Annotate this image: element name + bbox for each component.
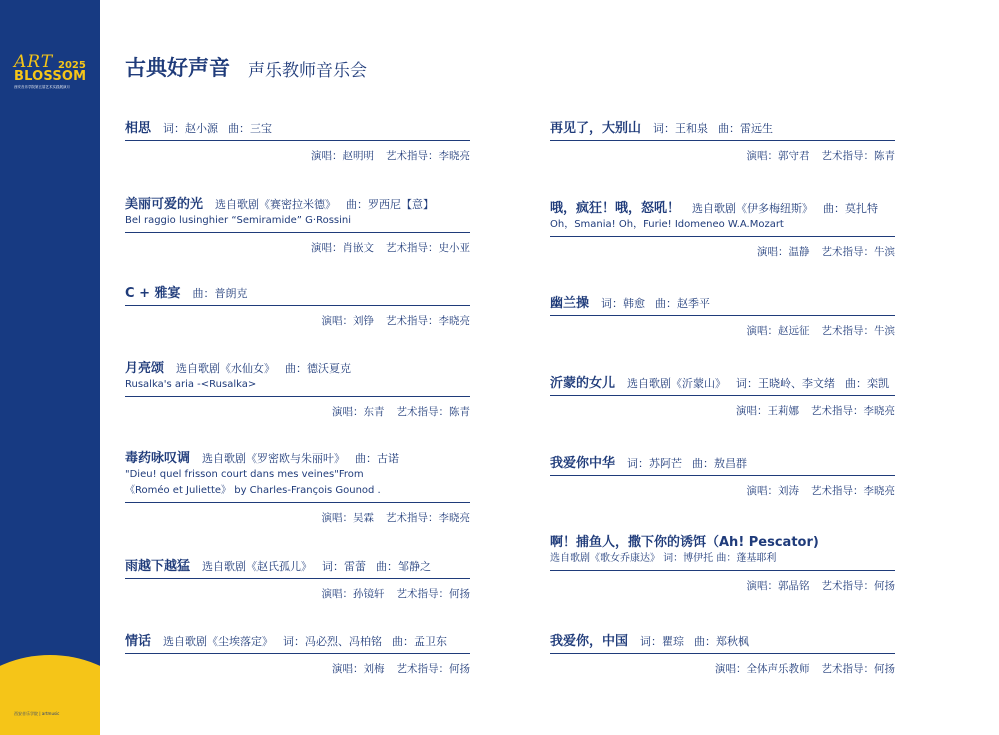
accompanist: 艺术指导：陈青	[821, 150, 895, 162]
divider	[550, 653, 895, 654]
program-credit: 词：瞿琮	[640, 635, 685, 648]
performer-line	[550, 483, 895, 498]
program-detail: Oh，Smania! Oh，Furie! Idomeneo W.A.Mozart	[550, 219, 784, 230]
program-credit: 词：王和泉	[653, 122, 709, 135]
program-item	[550, 634, 895, 676]
program-heading	[125, 121, 470, 136]
performer: 演唱：东青	[332, 406, 385, 418]
program-credit: 曲：德沃夏克	[285, 362, 352, 375]
performer: 演唱：温静	[757, 246, 810, 258]
program-heading	[125, 559, 470, 574]
divider	[125, 396, 470, 397]
performer-line	[125, 661, 470, 676]
performer-line	[125, 510, 470, 525]
page-title: 古典好声音	[125, 56, 230, 80]
divider	[550, 140, 895, 141]
program-item	[550, 376, 895, 418]
program-credit: 曲：郑秋枫	[694, 635, 750, 648]
accompanist: 艺术指导：何扬	[821, 580, 895, 592]
program-credit: 词：韩愈	[601, 297, 646, 310]
accompanist: 艺术指导：李晓亮	[386, 150, 470, 162]
performer-line	[125, 240, 470, 255]
program-detail: Rusalka's aria -<Rusalka>	[125, 379, 257, 390]
program-credit: 曲：莫扎特	[823, 202, 879, 215]
program-heading	[125, 361, 470, 376]
performer: 演唱：赵远征	[746, 325, 810, 337]
accompanist: 艺术指导：李晓亮	[811, 405, 895, 417]
program-title: 美丽可爱的光	[125, 197, 204, 212]
program-heading	[125, 197, 470, 212]
performer-line	[125, 586, 470, 601]
program-title: 哦，疯狂！哦，怒吼！	[550, 201, 681, 216]
divider	[125, 653, 470, 654]
program-title: 相思	[125, 121, 152, 136]
accompanist: 艺术指导：李晓亮	[386, 315, 470, 327]
program-detail: "Dieu! quel frisson court dans mes veines"From	[125, 469, 364, 480]
logo-blossom-text: BLOSSOM	[14, 69, 87, 84]
divider	[125, 140, 470, 141]
performer-line	[550, 661, 895, 676]
program-credit: 曲：邹静之	[376, 560, 432, 573]
performer: 演唱：王莉娜	[736, 405, 799, 417]
divider	[125, 502, 470, 503]
program-title: 我爱你，中国	[550, 634, 629, 649]
program-item	[550, 201, 895, 259]
program-title: 再见了，大别山	[550, 121, 642, 136]
program-heading	[550, 376, 895, 391]
program-credit: 曲：罗西尼【意】	[346, 198, 435, 211]
performer-line	[125, 148, 470, 163]
program-credit: 词：雷蕾	[322, 560, 367, 573]
program-title: 雨越下越猛	[125, 559, 191, 574]
divider	[550, 236, 895, 237]
divider	[125, 232, 470, 233]
divider	[550, 475, 895, 476]
program-item	[550, 121, 895, 163]
footer-logos: 西安音乐学院 | artmusic	[14, 711, 60, 716]
accompanist: 艺术指导：李晓亮	[386, 512, 470, 524]
page-subtitle: 声乐教师音乐会	[248, 61, 367, 81]
program-heading	[550, 535, 895, 550]
program-detail: 《Roméo et Juliette》 by Charles-François Gounod .	[125, 485, 381, 496]
program-item	[550, 456, 895, 498]
performer: 演唱：郭守君	[746, 150, 810, 162]
logo-art-text: ART	[14, 52, 54, 72]
program-heading	[125, 286, 470, 301]
divider	[550, 395, 895, 396]
program-credit: 词：苏阿芒	[627, 457, 683, 470]
program-credit: 选自歌剧《尘埃落定》	[163, 635, 274, 648]
performer: 演唱：郭晶铭	[746, 580, 810, 592]
program-heading	[550, 121, 895, 136]
program-title: 我爱你中华	[550, 456, 616, 471]
performer-line	[550, 578, 895, 593]
program-credit: 曲：栾凯	[845, 377, 890, 390]
program-item	[125, 451, 470, 525]
performer-line	[550, 244, 895, 259]
performer: 演唱：刘涛	[746, 485, 799, 497]
divider	[125, 578, 470, 579]
performer: 演唱：肖嵌文	[311, 242, 374, 254]
program-credit: 词：赵小源	[163, 122, 219, 135]
performer-line	[125, 404, 470, 419]
program-credit: 选自歌剧《罗密欧与朱丽叶》	[202, 452, 346, 465]
program-item	[125, 197, 470, 255]
program-heading	[550, 201, 895, 216]
program-credit: 曲：雷远生	[718, 122, 774, 135]
program-credit: 曲：古诺	[355, 452, 400, 465]
performer: 演唱：全体声乐教师	[715, 663, 810, 675]
performer: 演唱：刘铮	[321, 315, 374, 327]
logo-subtitle: 西安音乐学院第五届艺术实践展演月	[14, 85, 70, 89]
program-title: 啊！捕鱼人，撒下你的诱饵（Ah! Pescator)	[550, 535, 819, 550]
program-item	[125, 361, 470, 419]
program-detail: Bel raggio lusinghier “Semiramide” G·Rossini	[125, 215, 352, 226]
program-credit: 词：冯必烈、冯柏铭	[283, 635, 383, 648]
performer: 演唱：刘梅	[332, 663, 385, 675]
program-item	[125, 634, 470, 676]
program-title: 毒药咏叹调	[125, 451, 191, 466]
program-credit: 曲：普朗克	[192, 287, 248, 300]
program-heading	[550, 296, 895, 311]
accompanist: 艺术指导：史小亚	[386, 242, 470, 254]
program-title: C + 雅宴	[125, 286, 181, 301]
program-title: 沂蒙的女儿	[550, 376, 616, 391]
performer: 演唱：吴霖	[321, 512, 374, 524]
performer: 演唱：孙镜轩	[321, 588, 385, 600]
program-credit: 词：王晓岭、李文绪	[736, 377, 836, 390]
program-item	[550, 296, 895, 338]
program-credit: 选自歌剧《赵氏孤儿》	[202, 560, 313, 573]
art-blossom-logo	[14, 52, 87, 90]
program-credit: 曲：赵季平	[655, 297, 711, 310]
program-heading	[550, 634, 895, 649]
program-item	[550, 535, 895, 593]
program-heading	[550, 456, 895, 471]
program-credit: 选自歌剧《沂蒙山》	[627, 377, 727, 390]
program-credit: 选自歌剧《赛密拉米德》	[215, 198, 337, 211]
program-title: 幽兰操	[550, 296, 590, 311]
program-credit: 选自歌剧《伊多梅纽斯》	[692, 202, 814, 215]
performer: 演唱：赵明明	[311, 150, 374, 162]
performer-line	[550, 323, 895, 338]
divider	[125, 305, 470, 306]
divider	[550, 570, 895, 571]
accompanist: 艺术指导：何扬	[821, 663, 895, 675]
program-title: 情话	[125, 634, 152, 649]
accompanist: 艺术指导：牛滨	[821, 246, 895, 258]
performer-line	[550, 148, 895, 163]
performer-line	[550, 403, 895, 418]
accompanist: 艺术指导：李晓亮	[811, 485, 895, 497]
program-item	[125, 121, 470, 163]
program-heading	[125, 451, 470, 466]
program-title: 月亮颂	[125, 361, 165, 376]
sidebar	[0, 0, 100, 735]
program-heading	[125, 634, 470, 649]
divider	[550, 315, 895, 316]
logo-year: 2025	[58, 60, 86, 71]
program-credit: 曲：孟卫东	[392, 635, 448, 648]
accompanist: 艺术指导：何扬	[396, 588, 470, 600]
decorative-circle	[0, 655, 100, 735]
accompanist: 艺术指导：牛滨	[821, 325, 895, 337]
accompanist: 艺术指导：陈青	[396, 406, 470, 418]
program-credit: 曲：三宝	[228, 122, 273, 135]
program-credit: 选自歌剧《水仙女》	[176, 362, 276, 375]
program-item	[125, 559, 470, 601]
accompanist: 艺术指导：何扬	[396, 663, 470, 675]
program-detail: 选自歌剧《歌女乔康达》 词：博伊托 曲：蓬基耶利	[550, 553, 777, 564]
program-credit: 曲：敖昌群	[692, 457, 748, 470]
performer-line	[125, 313, 470, 328]
program-item	[125, 286, 470, 328]
